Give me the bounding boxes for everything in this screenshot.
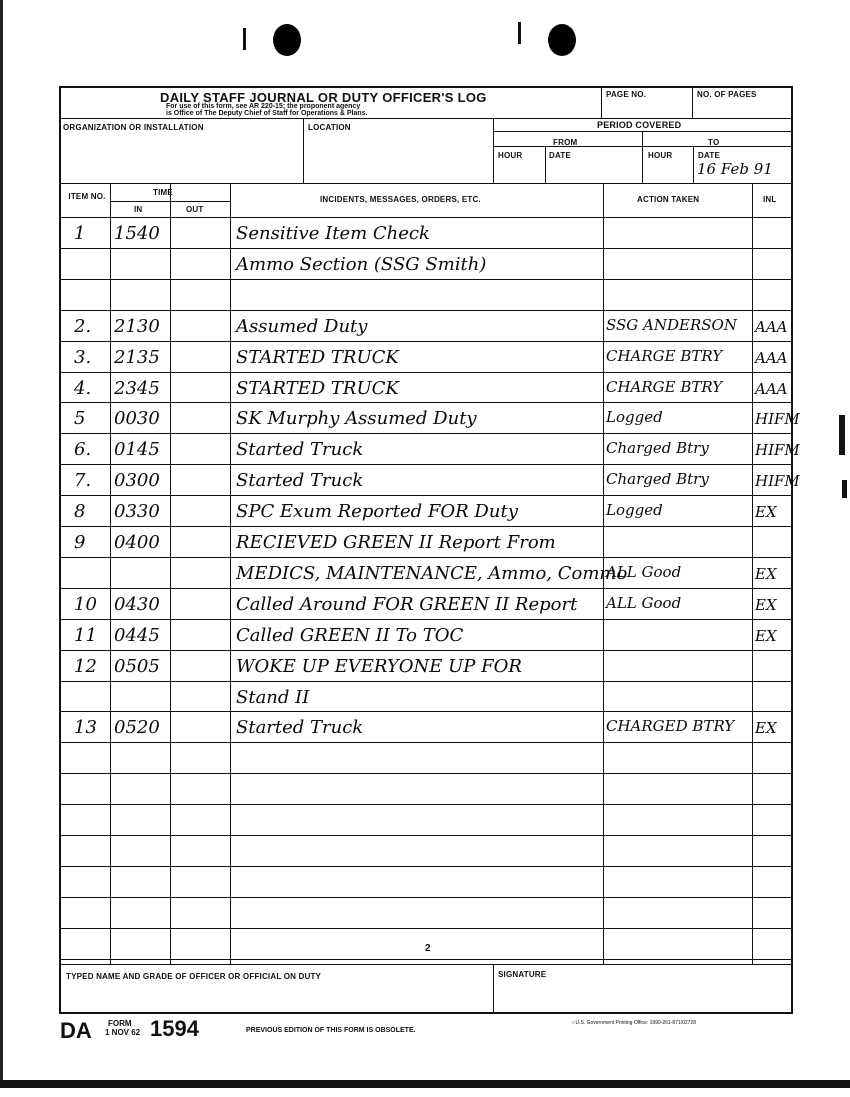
incident-text: STARTED TRUCK: [236, 377, 399, 399]
rule-line: [642, 131, 643, 183]
incident-text: STARTED TRUCK: [236, 346, 399, 368]
incident-text: WOKE UP EVERYONE UP FOR: [236, 655, 522, 677]
punch-hole-left: [273, 24, 301, 56]
from-label: FROM: [553, 138, 578, 147]
incident-text: MEDICS, MAINTENANCE, Ammo, Commo: [236, 562, 628, 584]
row-line: [60, 464, 792, 465]
action-taken: ALL Good: [606, 562, 682, 581]
to-label: TO: [708, 138, 720, 147]
incident-text: Sensitive Item Check: [236, 223, 430, 244]
action-taken: Logged: [606, 408, 663, 427]
initials: HIFM: [755, 441, 800, 460]
to-date-value: 16 Feb 91: [697, 160, 773, 178]
item-number: 6.: [74, 439, 92, 461]
item-number: 10: [74, 593, 97, 615]
item-number: 13: [74, 717, 97, 739]
row-line: [60, 588, 792, 589]
to-hour-label: HOUR: [648, 151, 673, 160]
rule-line: [692, 87, 693, 119]
rule-line: [493, 964, 494, 1014]
action-taken: CHARGE BTRY: [606, 346, 723, 365]
row-line: [60, 526, 792, 527]
form-date: 1 NOV 62: [105, 1028, 141, 1037]
row-line: [60, 402, 792, 403]
incident-text: Assumed Duty: [236, 315, 368, 337]
scan-mark: [842, 480, 847, 498]
table-bottom-rule: [60, 964, 792, 965]
item-number: 9: [74, 532, 86, 553]
rule-line: [601, 87, 602, 119]
item-number: 8: [74, 501, 86, 523]
time-in: 0430: [114, 593, 160, 615]
scan-mark: [243, 28, 246, 50]
form-number: 1594: [150, 1016, 199, 1041]
row-line: [60, 557, 792, 558]
row-line: [60, 619, 792, 620]
initials: AAA: [755, 379, 788, 398]
time-in: 1540: [114, 223, 160, 244]
action-taken: CHARGED BTRY: [606, 717, 735, 736]
initials: EX: [755, 595, 777, 614]
item-number: 11: [74, 624, 97, 646]
rule-line: [545, 146, 546, 183]
incident-text: Stand II: [236, 686, 310, 708]
row-line: [60, 835, 792, 836]
initials: EX: [755, 503, 777, 522]
rule-line: [693, 146, 694, 183]
row-line: [60, 742, 792, 743]
row-line: [60, 804, 792, 805]
in-label: IN: [134, 205, 143, 214]
time-in: 0520: [114, 717, 160, 739]
item-no-label: ITEM NO.: [68, 192, 106, 201]
time-in: 0445: [114, 624, 160, 646]
out-label: OUT: [186, 205, 204, 214]
scan-edge-bottom: [0, 1080, 850, 1088]
time-in: 0300: [114, 470, 160, 492]
rule-line: [493, 118, 494, 183]
row-line: [60, 773, 792, 774]
time-in: 0505: [114, 655, 160, 677]
action-label: ACTION TAKEN: [637, 195, 700, 204]
incident-text: Called GREEN II To TOC: [236, 624, 464, 646]
time-in: 0030: [114, 408, 160, 430]
initials: HIFM: [755, 472, 800, 491]
signature-label: SIGNATURE: [498, 970, 547, 979]
scan-mark: [518, 22, 521, 44]
organization-label: ORGANIZATION OR INSTALLATION: [63, 123, 204, 132]
page-no-label: PAGE NO.: [606, 90, 647, 99]
time-label: TIME: [153, 188, 173, 197]
from-hour-label: HOUR: [498, 151, 523, 160]
row-line: [60, 495, 792, 496]
initials: EX: [755, 626, 777, 645]
row-line: [60, 959, 792, 960]
form-subtitle-1: For use of this form, see AR 220-15; the proponent agency: [166, 103, 361, 110]
item-number: 3.: [74, 346, 92, 368]
incident-text: Called Around FOR GREEN II Report: [236, 593, 578, 615]
column-line: [752, 183, 753, 964]
row-line: [60, 433, 792, 434]
row-line: [60, 928, 792, 929]
scan-mark: [839, 415, 845, 455]
form-word: FORM: [108, 1019, 132, 1028]
row-line: [60, 711, 792, 712]
initials: HIFM: [755, 410, 800, 429]
incident-text: Ammo Section (SSG Smith): [236, 253, 487, 275]
page-mark: 2: [425, 943, 431, 954]
row-line: [60, 866, 792, 867]
item-number: 12: [74, 655, 97, 677]
action-taken: SSG ANDERSON: [606, 315, 737, 334]
incidents-label: INCIDENTS, MESSAGES, ORDERS, ETC.: [320, 195, 481, 204]
action-taken: CHARGE BTRY: [606, 377, 723, 396]
item-number: 7.: [74, 470, 92, 492]
action-taken: Charged Btry: [606, 439, 709, 458]
row-line: [60, 248, 792, 249]
initials: EX: [755, 719, 777, 738]
incident-text: Started Truck: [236, 439, 364, 461]
punch-hole-right: [548, 24, 576, 56]
incident-text: Started Truck: [236, 717, 364, 739]
scan-edge-left: [0, 0, 3, 1080]
action-taken: ALL Good: [606, 593, 682, 612]
row-line: [60, 681, 792, 682]
row-line: [60, 341, 792, 342]
incident-text: RECIEVED GREEN II Report From: [236, 532, 556, 553]
time-in: 2345: [114, 377, 160, 399]
time-in: 0145: [114, 439, 160, 461]
initials: EX: [755, 564, 777, 583]
column-line: [170, 183, 171, 964]
initials: AAA: [755, 348, 788, 367]
form-title: DAILY STAFF JOURNAL OR DUTY OFFICER'S LOG: [160, 90, 487, 105]
obsolete-note: PREVIOUS EDITION OF THIS FORM IS OBSOLETE.: [246, 1027, 416, 1034]
from-date-label: DATE: [549, 151, 571, 160]
location-label: LOCATION: [308, 123, 351, 132]
officer-label: TYPED NAME AND GRADE OF OFFICER OR OFFICIAL ON DUTY: [66, 972, 322, 981]
row-line: [60, 310, 792, 311]
item-number: 4.: [74, 377, 92, 399]
form-da: DA: [60, 1018, 92, 1043]
to-date-label: DATE: [698, 151, 720, 160]
incident-text: SK Murphy Assumed Duty: [236, 408, 477, 430]
no-of-pages-label: NO. OF PAGES: [697, 90, 757, 99]
time-in: 2135: [114, 346, 160, 368]
initials: AAA: [755, 317, 788, 336]
row-line: [60, 650, 792, 651]
item-number: 2.: [74, 315, 92, 337]
period-covered-label: PERIOD COVERED: [597, 120, 682, 130]
action-taken: Logged: [606, 501, 663, 520]
time-in: 0330: [114, 501, 160, 523]
incident-text: Started Truck: [236, 470, 364, 492]
initials-label: INL: [763, 195, 777, 204]
item-number: 1: [74, 223, 86, 244]
row-line: [60, 279, 792, 280]
action-taken: Charged Btry: [606, 470, 709, 489]
form-subtitle-2: is Office of The Deputy Chief of Staff for Operations & Plans.: [166, 110, 368, 117]
row-line: [60, 372, 792, 373]
column-line: [230, 183, 231, 964]
row-line: [60, 897, 792, 898]
incident-text: SPC Exum Reported FOR Duty: [236, 501, 518, 523]
time-in: 2130: [114, 315, 160, 337]
gpo-note: ☆U.S. Government Printing Office: 1990-261-871/02728: [571, 1020, 697, 1026]
column-line: [110, 183, 111, 964]
item-number: 5: [74, 408, 86, 430]
header-rule: [60, 118, 792, 119]
rule-line: [303, 118, 304, 183]
time-in: 0400: [114, 532, 160, 553]
